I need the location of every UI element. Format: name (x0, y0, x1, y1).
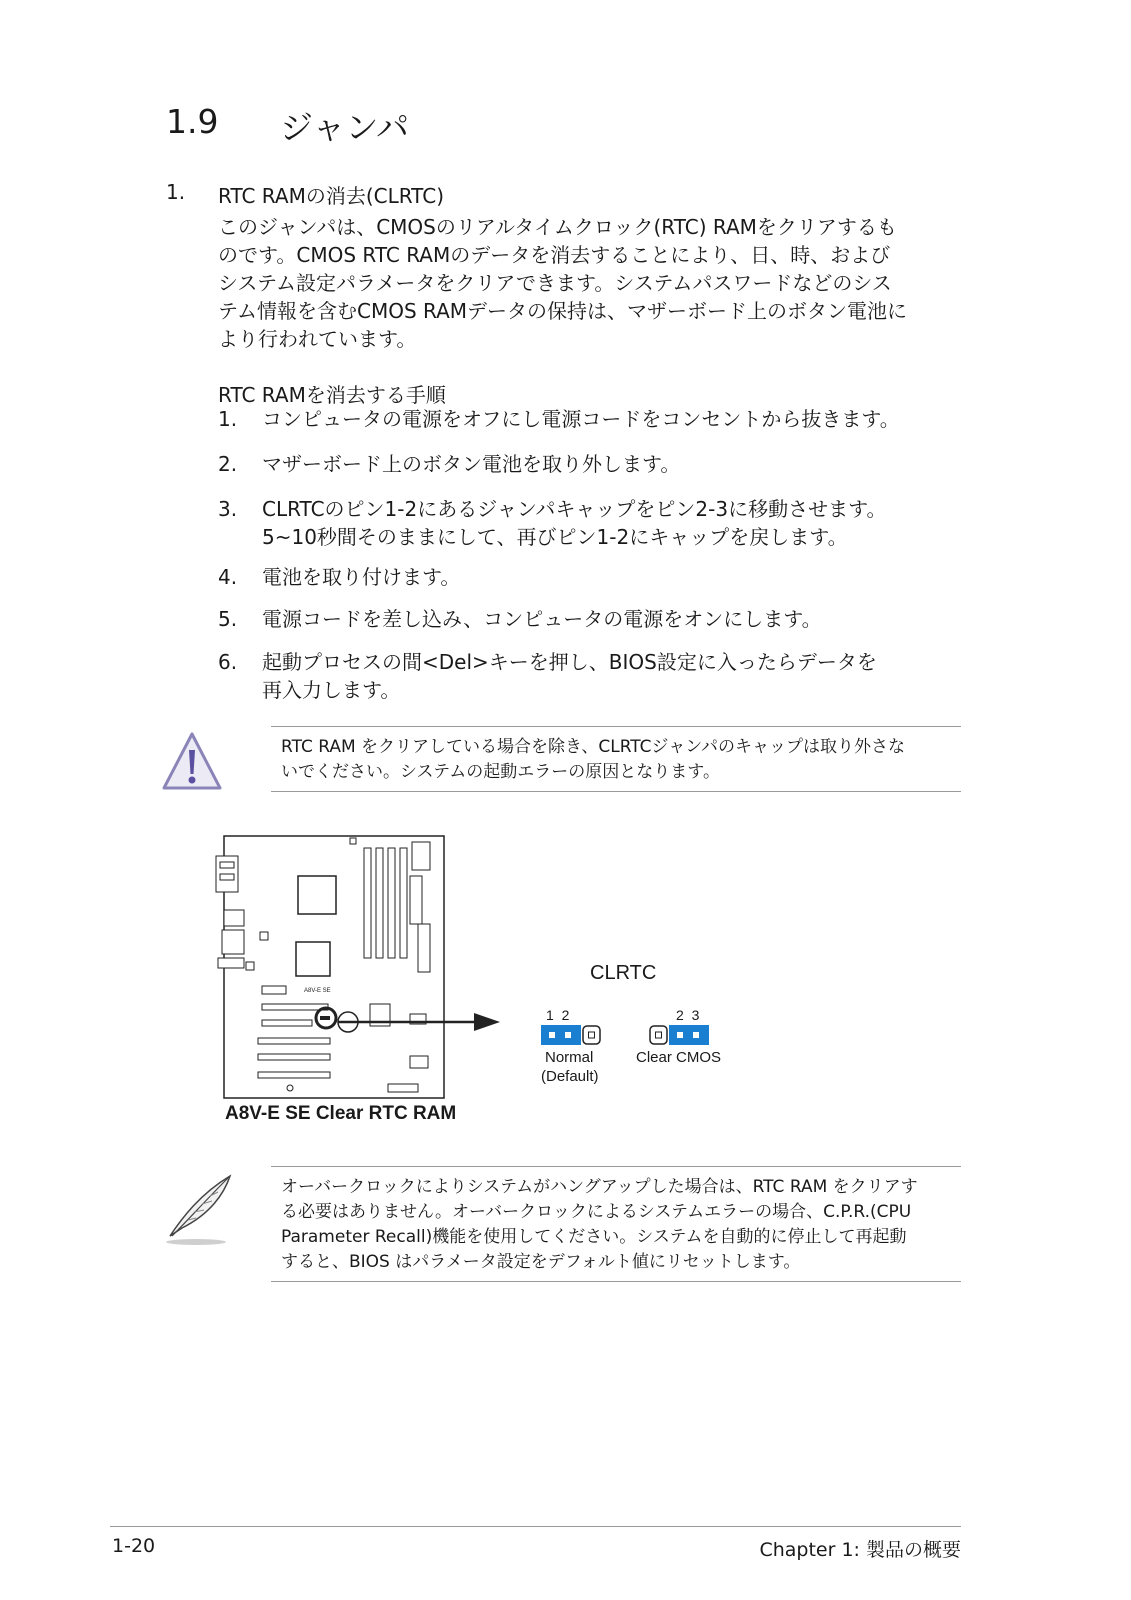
step-text: マザーボード上のボタン電池を取り外します。 (262, 452, 681, 476)
step-1 (218, 405, 900, 433)
section-number: 1.9 (166, 102, 219, 141)
page-number: 1-20 (112, 1535, 156, 1557)
board-model-label: A8V-E SE (304, 988, 331, 994)
step-text: 電池を取り付けます。 (262, 565, 461, 589)
warning-line: いでください。システムの起動エラーの原因となります。 (281, 762, 720, 782)
step-text: 電源コードを差し込み、コンピュータの電源をオンにします。 (262, 607, 822, 631)
paragraph-line: より行われています。 (218, 327, 417, 351)
paragraph-line: のです。CMOS RTC RAMのデータを消去することにより、日、時、および (218, 243, 891, 267)
step-number: 6. (218, 650, 238, 674)
normal-label: Normal (545, 1049, 594, 1066)
step-text: CLRTCのピン1-2にあるジャンパキャップをピン2-3に移動させます。 (262, 497, 887, 521)
diagram-caption: A8V-E SE Clear RTC RAM (225, 1103, 457, 1124)
jumper-normal (540, 1024, 602, 1046)
paragraph-line: このジャンパは、CMOSのリアルタイムクロック(RTC) RAMをクリアするも (218, 215, 897, 239)
step-6 (218, 648, 877, 704)
note-line: オーバークロックによりシステムがハングアップした場合は、RTC RAM をクリアす (281, 1177, 918, 1197)
step-number: 2. (218, 452, 238, 476)
step-3 (218, 495, 887, 551)
step-5 (218, 605, 822, 633)
note-callout (271, 1166, 961, 1282)
note-line: すると、BIOS はパラメータ設定をデフォルト値にリセットします。 (281, 1252, 801, 1272)
chapter-title: Chapter 1: 製品の概要 (759, 1539, 961, 1561)
pins-clear-label: 2 3 (676, 1007, 700, 1023)
jumper-clear (648, 1024, 710, 1046)
clear-cmos-label: Clear CMOS (636, 1049, 722, 1066)
step-2 (218, 450, 680, 478)
warning-callout (271, 726, 961, 792)
step-4 (218, 563, 460, 591)
step-number: 3. (218, 497, 238, 521)
item-title: RTC RAMの消去(CLRTC) (218, 184, 444, 208)
warning-line: RTC RAM をクリアしている場合を除き、CLRTCジャンパのキャップは取り外さな (281, 737, 906, 757)
step-text: コンピュータの電源をオフにし電源コードをコンセントから抜きます。 (262, 407, 900, 431)
jumper-title: CLRTC (590, 962, 657, 984)
item-number: 1. (166, 180, 186, 204)
paragraph-line: テム情報を含むCMOS RAMデータの保持は、マザーボード上のボタン電池に (218, 299, 908, 323)
step-number: 5. (218, 607, 238, 631)
paragraph-line: システム設定パラメータをクリアできます。システムパスワードなどのシス (218, 271, 892, 295)
note-line: Parameter Recall)機能を使用してください。システムを自動的に停止して再起動 (281, 1227, 907, 1247)
section-title: ジャンパ (280, 108, 410, 147)
note-line: る必要はありません。オーバークロックによるシステムエラーの場合、C.P.R.(CPU (281, 1202, 912, 1222)
default-label: (Default) (541, 1068, 599, 1085)
step-text: 起動プロセスの間<Del>キーを押し、BIOS設定に入ったらデータを (262, 650, 877, 674)
step-text: 再入力します。 (262, 678, 401, 702)
jumper-cap (541, 1025, 581, 1045)
warning-triangle-icon (160, 730, 224, 794)
footer-divider (110, 1526, 961, 1527)
step-text: 5~10秒間そのままにして、再びピン1-2にキャップを戻します。 (262, 525, 848, 549)
item-paragraph (218, 213, 958, 353)
jumper-cap (669, 1025, 709, 1045)
steps-title: RTC RAMを消去する手順 (218, 383, 446, 407)
step-number: 1. (218, 407, 238, 431)
step-number: 4. (218, 565, 238, 589)
feather-pen-icon (160, 1170, 238, 1250)
pins-normal-label: 1 2 (546, 1007, 570, 1023)
motherboard-diagram (212, 832, 542, 1104)
